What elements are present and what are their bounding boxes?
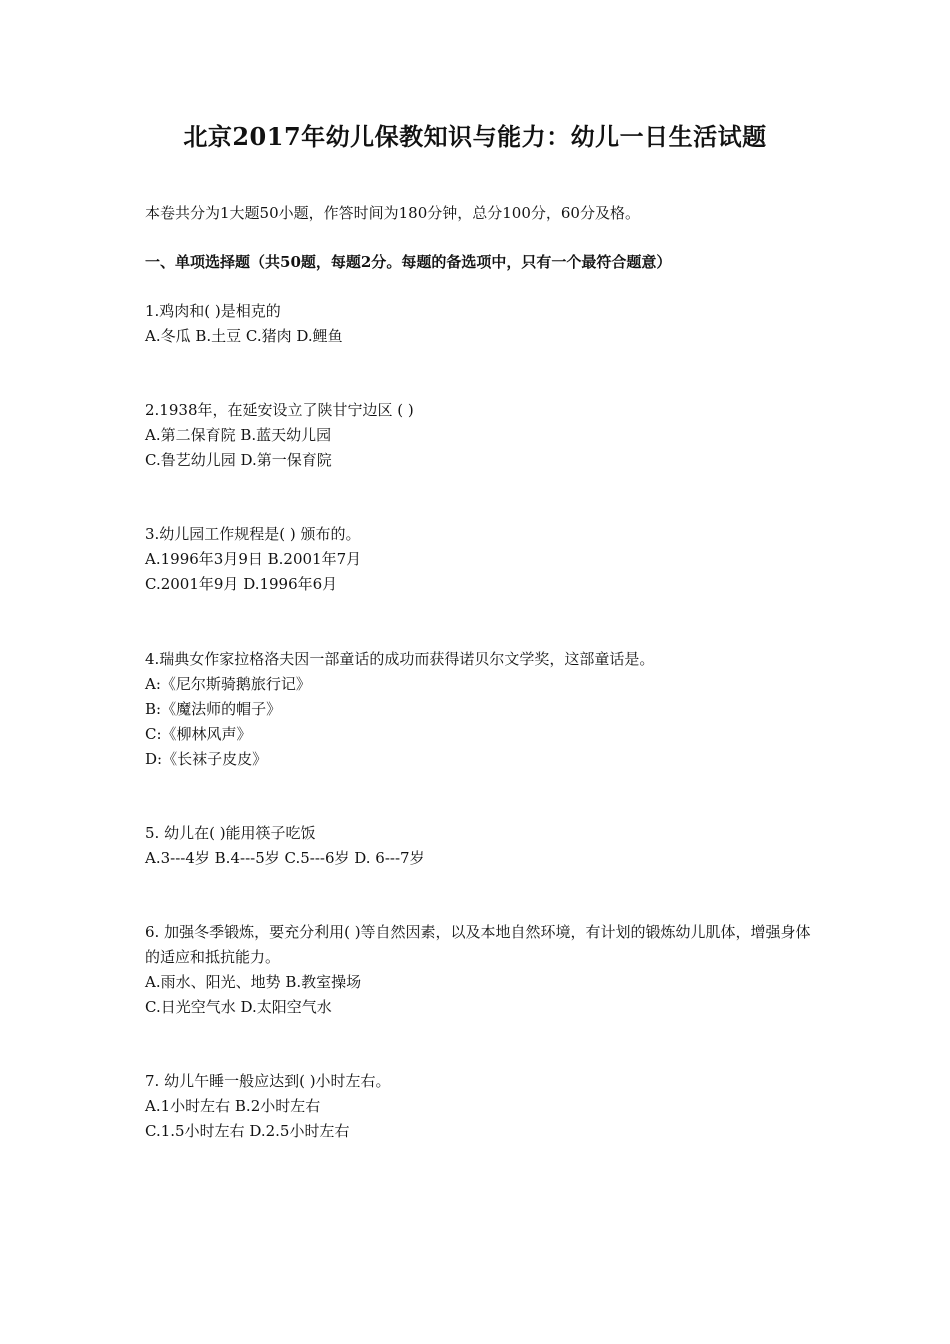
page-title: 北京2017年幼儿保教知识与能力：幼儿一日生活试题 bbox=[183, 122, 767, 151]
question-stem: 6. 加强冬季锻炼，要充分利用( )等自然因素，以及本地自然环境，有计划的锻炼幼儿肌体，增强身体的适应和抵抗能力。 bbox=[145, 923, 811, 966]
question-options: A.第二保育院 B.蓝天幼儿园 bbox=[145, 426, 332, 444]
question-options: A:《尼尔斯骑鹅旅行记》 bbox=[145, 675, 311, 693]
question-4 bbox=[145, 647, 825, 772]
question-options: D:《长袜子皮皮》 bbox=[145, 750, 268, 768]
question-stem: 3.幼儿园工作规程是( ) 颁布的。 bbox=[145, 525, 361, 543]
question-options: A.3---4岁 B.4---5岁 C.5---6岁 D. 6---7岁 bbox=[145, 849, 425, 867]
question-3 bbox=[145, 522, 825, 597]
question-7 bbox=[145, 1069, 825, 1144]
question-stem: 1.鸡肉和( )是相克的 bbox=[145, 302, 281, 320]
question-options: A.冬瓜 B.土豆 C.猪肉 D.鲤鱼 bbox=[145, 327, 343, 345]
section-heading: 一、单项选择题（共50题，每题2分。每题的备选项中，只有一个最符合题意） bbox=[145, 253, 672, 271]
question-5 bbox=[145, 821, 825, 871]
question-stem: 4.瑞典女作家拉格洛夫因一部童话的成功而获得诺贝尔文学奖，这部童话是。 bbox=[145, 650, 655, 668]
question-stem: 7. 幼儿午睡一般应达到( )小时左右。 bbox=[145, 1072, 391, 1090]
question-options: C.日光空气水 D.太阳空气水 bbox=[145, 998, 332, 1016]
question-options: C.1.5小时左右 D.2.5小时左右 bbox=[145, 1122, 350, 1140]
exam-intro: 本卷共分为1大题50小题，作答时间为180分钟，总分100分，60分及格。 bbox=[145, 204, 640, 222]
question-2 bbox=[145, 398, 825, 473]
question-6 bbox=[145, 920, 825, 1020]
question-options: C:《柳林风声》 bbox=[145, 725, 252, 743]
question-options: C.2001年9月 D.1996年6月 bbox=[145, 575, 338, 593]
question-stem: 2.1938年，在延安设立了陕甘宁边区 ( ) bbox=[145, 401, 414, 419]
question-options: B:《魔法师的帽子》 bbox=[145, 700, 282, 718]
question-stem: 5. 幼儿在( )能用筷子吃饭 bbox=[145, 824, 316, 842]
question-options: C.鲁艺幼儿园 D.第一保育院 bbox=[145, 451, 332, 469]
question-options: A.1小时左右 B.2小时左右 bbox=[145, 1097, 321, 1115]
question-options: A.1996年3月9日 B.2001年7月 bbox=[145, 550, 362, 568]
question-1 bbox=[145, 299, 825, 349]
question-options: A.雨水、阳光、地势 B.教室操场 bbox=[145, 973, 362, 991]
